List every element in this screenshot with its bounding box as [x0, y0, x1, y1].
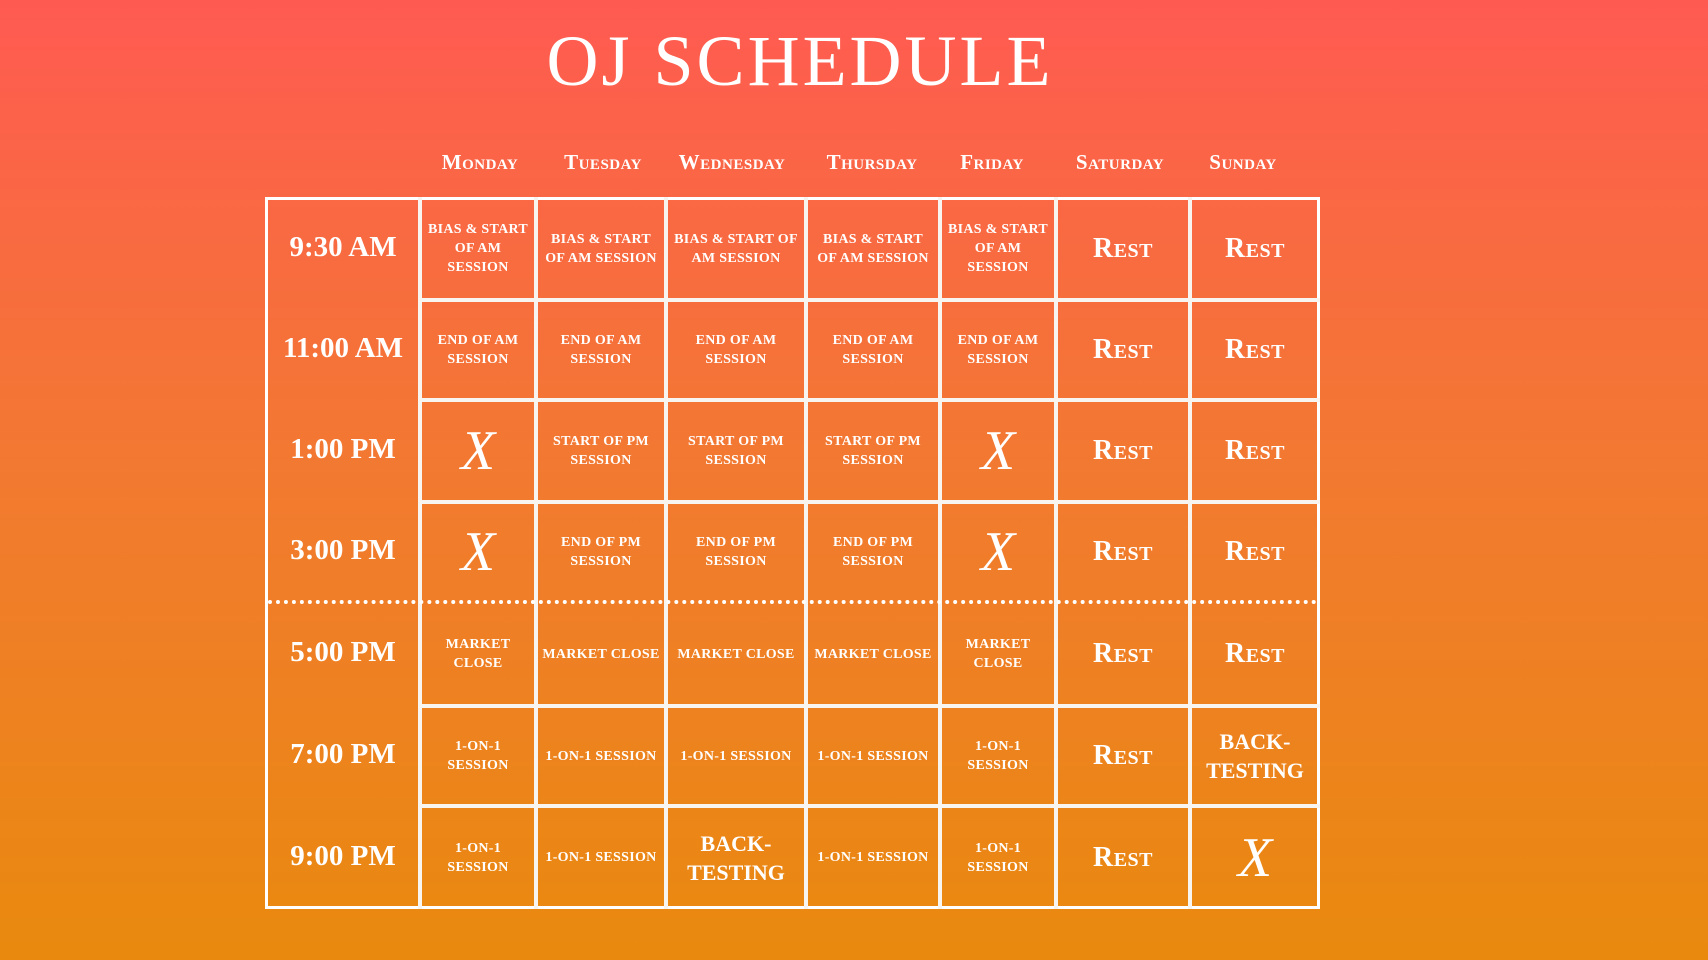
time-label: 9:30 AM — [289, 230, 397, 263]
schedule-cell: END OF PM SESSION — [696, 535, 776, 569]
schedule-cell: BACK-TESTING — [1206, 729, 1304, 783]
schedule-cell: MARKET CLOSE — [445, 637, 511, 671]
schedule-cell: 1-ON-1 SESSION — [680, 748, 792, 764]
schedule-cell: START OF PM SESSION — [825, 434, 921, 468]
schedule-cell: Rest — [1092, 638, 1154, 669]
schedule-cell: END OF AM SESSION — [957, 333, 1039, 367]
schedule-cell: END OF PM SESSION — [833, 535, 913, 569]
schedule-cell: Rest — [1092, 435, 1154, 466]
schedule-cell: BIAS & START OF AM SESSION — [427, 222, 529, 275]
schedule-cell: X — [980, 420, 1016, 482]
schedule-cell: 1-ON-1 SESSION — [967, 840, 1029, 875]
schedule-cell: BIAS & START OF AM SESSION — [947, 222, 1049, 275]
day-header-tuesday: Tuesday — [564, 150, 642, 174]
schedule-cell: Rest — [1224, 334, 1286, 365]
schedule-cell: BACK-TESTING — [687, 830, 785, 885]
time-label: 3:00 PM — [290, 534, 396, 566]
schedule-cell: BIAS & START OF AM SESSION — [545, 231, 657, 266]
schedule-cell: END OF AM SESSION — [437, 333, 519, 367]
schedule-cell: Rest — [1224, 638, 1286, 669]
schedule-cell: 1-ON-1 SESSION — [545, 850, 657, 865]
schedule-cell: 1-ON-1 SESSION — [817, 850, 929, 865]
schedule-cell: 1-ON-1 SESSION — [447, 840, 509, 875]
schedule-cell: X — [980, 521, 1016, 583]
day-header-wednesday: Wednesday — [678, 150, 786, 174]
schedule-cell: MARKET CLOSE — [542, 646, 660, 662]
schedule-cell: START OF PM SESSION — [553, 434, 649, 468]
schedule-cell: X — [460, 420, 496, 482]
schedule-cell: Rest — [1224, 435, 1286, 466]
schedule-cell: 1-ON-1 SESSION — [967, 739, 1029, 773]
schedule-cell: BIAS & START OF AM SESSION — [674, 231, 798, 266]
schedule-cell: Rest — [1092, 334, 1154, 365]
schedule-cell: END OF AM SESSION — [832, 333, 914, 367]
schedule-cell: Rest — [1224, 536, 1286, 567]
schedule-cell: BIAS & START OF AM SESSION — [817, 231, 929, 266]
schedule-cell: END OF PM SESSION — [561, 535, 641, 569]
schedule-cell: MARKET CLOSE — [965, 637, 1031, 671]
day-header-sunday: Sunday — [1209, 150, 1277, 174]
schedule-cell: 1-ON-1 SESSION — [545, 748, 657, 764]
time-label: 7:00 PM — [290, 738, 396, 770]
day-header-friday: Friday — [960, 150, 1024, 174]
schedule-cell: X — [1237, 826, 1273, 889]
schedule-cell: 1-ON-1 SESSION — [447, 739, 509, 773]
day-header-thursday: Thursday — [826, 150, 918, 174]
schedule-cell: MARKET CLOSE — [814, 646, 932, 662]
schedule-cell: MARKET CLOSE — [677, 646, 795, 662]
schedule-title: OJ SCHEDULE — [546, 21, 1054, 101]
time-label: 11:00 AM — [282, 332, 404, 364]
time-label: 5:00 PM — [290, 636, 396, 668]
schedule-cell: Rest — [1224, 232, 1286, 264]
schedule-cell: X — [460, 521, 496, 583]
time-label: 9:00 PM — [290, 839, 396, 872]
day-header-saturday: Saturday — [1075, 150, 1165, 174]
schedule-cell: 1-ON-1 SESSION — [817, 748, 929, 764]
schedule-cell: Rest — [1092, 536, 1154, 567]
schedule-cell: Rest — [1092, 740, 1154, 771]
time-label: 1:00 PM — [290, 433, 396, 465]
day-header-monday: Monday — [441, 150, 519, 174]
schedule-cell: START OF PM SESSION — [688, 434, 784, 468]
schedule-cell: END OF AM SESSION — [695, 333, 777, 367]
schedule-cell: Rest — [1092, 841, 1154, 873]
schedule-cell: END OF AM SESSION — [560, 333, 642, 367]
schedule-cell: Rest — [1092, 232, 1154, 264]
